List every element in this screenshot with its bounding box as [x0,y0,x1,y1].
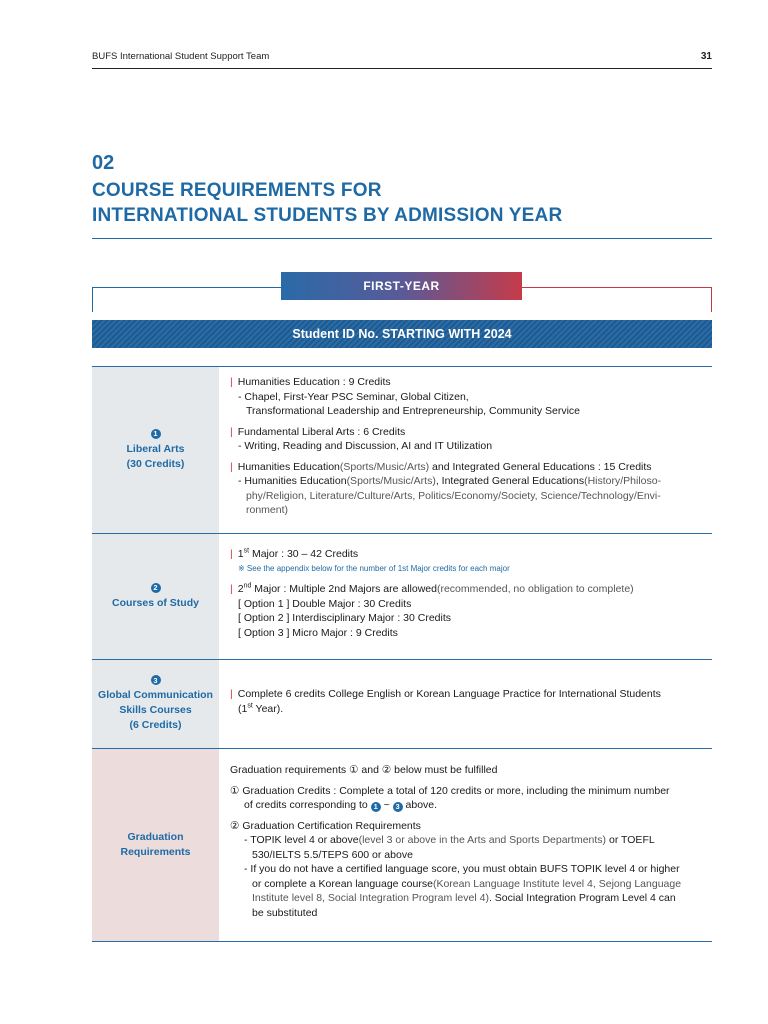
section-title-line1: COURSE REQUIREMENTS FOR [92,180,382,201]
fundamental-heading: Fundamental Liberal Arts : 6 Credits [237,425,406,438]
topik1-c: or TOEFL [606,834,655,846]
bar-icon: | [230,688,233,700]
second-major-c: (recommended, no obligation to complete) [436,583,634,595]
bracket-left [92,287,282,312]
integrated-list-b: (Sports/Music/Arts) [346,475,436,487]
nocert3-b: . Social Integration Program Level 4 can [488,892,676,904]
title-divider [92,238,712,239]
graduation-intro: Graduation requirements ① and ② below must be fulfilled [230,764,498,776]
integrated-heading-c: and Integrated General Educations : 15 Credits [429,460,652,473]
nocert-line1: - If you do not have a certified language score, you must obtain BUFS TOPIK level 4 or higher [244,863,680,875]
first-major-sup: st [243,547,250,555]
page-number: 31 [700,50,712,62]
global-body [219,660,712,748]
integrated-heading-a: Humanities Education [237,460,340,473]
first-major-b: Major : 30 – 42 Credits [249,548,359,560]
graduation-label [92,749,219,941]
section-title-line2: INTERNATIONAL STUDENTS BY ADMISSION YEAR [92,205,563,226]
courses-label [92,534,219,659]
nocert-line4: be substituted [252,906,318,919]
option-3: [ Option 3 ] Micro Major : 9 Credits [238,626,398,639]
humanities-list-line1: - Chapel, First-Year PSC Seminar, Global Citizen, [238,390,469,403]
second-major-b: Major : Multiple 2nd Majors are allowed [251,583,437,595]
nocert3-a: Institute level 8, Social Integration Program level 4) [252,892,489,904]
integrated-general-item [230,460,712,518]
bar-icon: | [230,548,233,560]
global-text-sup: st [247,702,253,709]
credits2-b: above. [402,799,438,811]
graduation-credits-item [230,784,712,813]
global-text-2 [230,702,712,717]
graduation-credits-line1: ① Graduation Credits : Complete a total of 120 credits or more, including the minimum number [230,784,670,797]
page-header [92,44,712,69]
number-3-icon: 3 [151,675,161,685]
graduation-credits-line2 [230,798,712,813]
credits2-tilde: ~ [380,799,393,811]
number-1-icon: 1 [371,802,381,812]
bar-icon: | [230,460,233,473]
liberal-arts-title: Liberal Arts [126,442,185,455]
certification-item [230,819,712,921]
option-2: [ Option 2 ] Interdisciplinary Major : 30 Credits [238,612,452,624]
courses-title: Courses of Study [112,596,199,609]
team-name: BUFS International Student Support Team [92,50,270,62]
global-title-2: Skills Courses [119,704,192,716]
bracket-right [522,287,712,312]
integrated-list-c: , Integrated General Educations [435,475,585,487]
first-major-note: ※ See the appendix below for the number of 1st Major credits for each major [238,563,510,573]
nocert-line3 [230,891,712,906]
nocert2-a: or complete a Korean language course [252,877,433,890]
bar-icon: | [230,425,233,438]
credits2-a: of credits corresponding to [244,799,371,811]
row-graduation [92,748,712,942]
year-tab: FIRST-YEAR [281,272,522,300]
bar-icon: | [230,376,233,388]
integrated-list-line3: ronment) [246,504,289,516]
courses-body [219,534,712,659]
integrated-heading-b: (Sports/Music/Arts) [339,460,430,473]
fundamental-list: - Writing, Reading and Discussion, AI and IT Utilization [238,440,493,452]
nocert-line2 [230,877,712,892]
row-courses-of-study [92,533,712,659]
global-credits: (6 Credits) [129,719,182,731]
nocert2-b: (Korean Language Institute level 4, Sejong Language [432,877,682,890]
section-title [92,178,712,228]
second-major-sup: nd [243,582,252,590]
number-3-icon: 3 [393,802,403,812]
global-text-2a: (1 [238,702,248,715]
second-major-a: 2 [237,583,244,595]
fundamental-liberal-arts-item [230,425,712,454]
topik-line1 [230,833,712,848]
liberal-arts-body [219,367,712,533]
first-major-item [230,547,712,576]
section-number: 02 [92,152,115,174]
bar-icon: | [230,583,233,595]
integrated-list-d: (History/Philoso- [584,475,662,487]
liberal-arts-credits: (30 Credits) [126,457,185,470]
humanities-education-heading: Humanities Education : 9 Credits [237,376,391,388]
second-major-item [230,582,712,640]
row-global-communication [92,659,712,748]
topik1-a: - TOPIK level 4 or above [244,834,359,846]
liberal-arts-label [92,367,219,533]
certification-heading: ② Graduation Certification Requirements [230,819,421,832]
topik-line2: 530/IELTS 5.5/TEPS 600 or above [252,848,413,861]
global-title-1: Global Communication [98,689,213,701]
first-major-a: 1 [237,548,244,560]
global-text-2b: Year). [252,702,284,715]
graduation-title-1: Graduation [127,831,184,843]
humanities-education-item [230,375,712,419]
integrated-list-line1 [230,474,712,489]
number-1-icon: 1 [151,429,161,439]
row-liberal-arts [92,366,712,533]
global-text-1: Complete 6 credits College English or Korean Language Practice for International Students [237,688,661,700]
humanities-list-line2: Transformational Leadership and Entrepreneurship, Community Service [246,405,581,417]
graduation-body [219,749,712,941]
student-id-band: Student ID No. STARTING WITH 2024 [92,320,712,348]
integrated-list-line2: phy/Religion, Literature/Culture/Arts, Politics/Economy/Society, Science/Technology/Envi- [246,489,661,502]
number-2-icon: 2 [151,583,161,593]
topik1-b: (level 3 or above in the Arts and Sports Departments) [358,834,607,846]
integrated-list-a: - Humanities Education [238,475,347,487]
option-1: [ Option 1 ] Double Major : 30 Credits [238,597,412,610]
global-label [92,660,219,748]
graduation-title-2: Requirements [120,846,191,858]
